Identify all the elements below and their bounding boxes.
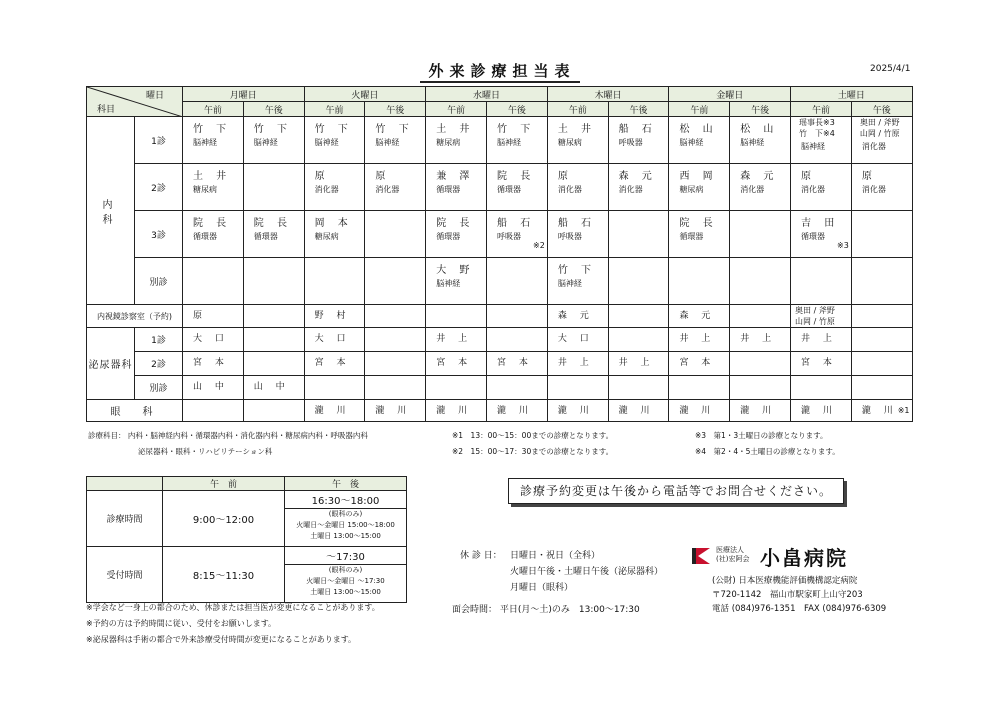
closed-line-1: 日曜日・祝日（全科） xyxy=(510,551,601,561)
schedule-cell xyxy=(487,117,548,164)
schedule-cell xyxy=(365,211,426,258)
doctor-name: 瀧 川 xyxy=(861,406,898,416)
department-name: 糖尿病 xyxy=(436,138,461,147)
dept-ophthalmology: 眼 科 xyxy=(87,400,183,422)
doctor-name: 兼 澤 xyxy=(436,171,475,182)
doctor-name: 原 xyxy=(375,171,391,182)
schedule-cell xyxy=(851,400,912,422)
department-name: 糖尿病 xyxy=(557,138,582,147)
page-title: 外来診療担当表 xyxy=(0,60,1000,81)
am-header: 午前 xyxy=(183,102,244,117)
schedule-cell xyxy=(669,211,730,258)
schedule-cell: 宮 本 xyxy=(669,352,730,376)
doctor-name: 瀧 川 xyxy=(314,406,351,416)
schedule-cell xyxy=(547,211,608,258)
schedule-cell xyxy=(730,376,791,400)
schedule-cell xyxy=(365,305,426,328)
clinic-number: 2診 xyxy=(135,352,183,376)
schedule-cell xyxy=(608,211,669,258)
department-name: 呼吸器 xyxy=(497,232,522,241)
department-name: 呼吸器 xyxy=(618,138,643,147)
schedule-cell xyxy=(365,164,426,211)
department-name: 脳神経 xyxy=(436,279,461,288)
schedule-cell xyxy=(365,352,426,376)
schedule-cell xyxy=(608,258,669,305)
consult-pm-sub2: 火曜日～金曜日 15:00～18:00 xyxy=(296,521,395,529)
footnote-3: ※泌尿器科は手術の都合で外来診療受付時間が変更になることがあります。 xyxy=(86,635,357,644)
schedule-cell xyxy=(547,376,608,400)
schedule-cell xyxy=(851,117,912,164)
schedule-cell: 井 上 xyxy=(547,352,608,376)
schedule-cell xyxy=(426,400,487,422)
department-name: 糖尿病 xyxy=(679,185,704,194)
schedule-cell xyxy=(730,211,791,258)
corner-day-label: 曜日 xyxy=(145,91,164,101)
schedule-cell xyxy=(426,305,487,328)
note-4: ※4 第2・4・5土曜日の診療となります。 xyxy=(695,447,840,456)
schedule-cell xyxy=(426,164,487,211)
doctor-name: 原 xyxy=(861,171,877,182)
schedule-cell xyxy=(183,258,244,305)
doctor-name: 竹 下 xyxy=(557,265,597,276)
hospital-corp2: (社)宏阿会 xyxy=(716,555,750,563)
doctor-name: 瀧 川 xyxy=(679,406,716,416)
schedule-cell xyxy=(243,117,304,164)
department-name: 消化器 xyxy=(314,185,339,194)
footnote-1: ※学会など一身上の都合のため、休診または担当医が変更になることがあります。 xyxy=(86,603,380,612)
am-header: 午前 xyxy=(669,102,730,117)
hospital-phone: 電話 (084)976-1351 FAX (084)976-6309 xyxy=(712,604,887,614)
doctor-name: 吉 田 xyxy=(801,218,840,229)
doctor-name: 院 長 xyxy=(679,218,718,229)
clinic-number: 1診 xyxy=(135,117,183,164)
doctor-name: 竹 下 xyxy=(314,124,353,135)
closed-line-3: 月曜日（眼科） xyxy=(510,583,574,593)
schedule-cell xyxy=(365,117,426,164)
reception-pm-main: ～17:30 xyxy=(326,552,365,563)
schedule-cell xyxy=(791,376,852,400)
schedule-cell: 井 上 xyxy=(791,328,852,352)
schedule-cell xyxy=(487,164,548,211)
doctor-name: 竹 下※4 xyxy=(799,129,835,138)
schedule-cell: 森 元 xyxy=(669,305,730,328)
department-name: 消化器 xyxy=(861,185,886,194)
clinic-number: 2診 xyxy=(135,164,183,211)
schedule-cell xyxy=(487,258,548,305)
doctor-name: 瀧 川 xyxy=(618,406,655,416)
schedule-cell xyxy=(243,164,304,211)
doctor-name: 竹 下 xyxy=(253,124,292,135)
schedule-cell xyxy=(851,376,912,400)
schedule-cell: 原 xyxy=(183,305,244,328)
schedule-cell xyxy=(791,400,852,422)
schedule-cell xyxy=(426,258,487,305)
schedule-cell xyxy=(304,164,365,211)
am-header: 午前 xyxy=(426,102,487,117)
note-2: ※2 15：00～17：30までの診療となります。 xyxy=(452,447,614,456)
schedule-cell xyxy=(851,352,912,376)
department-name: 消化器 xyxy=(375,185,400,194)
schedule-cell xyxy=(547,400,608,422)
day-header: 金曜日 xyxy=(669,87,791,102)
doctor-name: 竹 下 xyxy=(375,124,414,135)
department-name: 循環器 xyxy=(436,232,461,241)
schedule-cell: 宮 本 xyxy=(183,352,244,376)
schedule-cell xyxy=(304,117,365,164)
legend-departments-2: 泌尿器科・眼科・リハビリテーション科 xyxy=(138,447,273,456)
clinic-number: 別診 xyxy=(135,258,183,305)
schedule-cell xyxy=(365,328,426,352)
schedule-cell xyxy=(426,117,487,164)
department-name: 消化器 xyxy=(801,185,826,194)
doctor-name: 森 元 xyxy=(618,171,657,182)
department-name: 脳神経 xyxy=(375,138,400,147)
department-name: 循環器 xyxy=(193,232,217,241)
day-header: 木曜日 xyxy=(547,87,669,102)
schedule-cell xyxy=(791,117,852,164)
schedule-cell: 山 中 xyxy=(183,376,244,400)
doctor-name: 船 石 xyxy=(557,218,597,229)
day-header: 土曜日 xyxy=(791,87,913,102)
doctor-name: 瀧 川 xyxy=(497,406,533,416)
doctor-name: 岡 本 xyxy=(314,218,353,229)
doctor-name: 瀧 川 xyxy=(740,406,777,416)
pm-header: 午後 xyxy=(851,102,912,117)
dept-internal-medicine: 内 科 xyxy=(87,117,135,305)
schedule-cell xyxy=(426,376,487,400)
department-name: 消化器 xyxy=(861,142,886,151)
schedule-cell xyxy=(669,376,730,400)
am-header: 午前 xyxy=(547,102,608,117)
footnote-2: ※予約の方は予約時間に従い、受付をお願いします。 xyxy=(86,619,277,628)
consult-pm-sub1: (眼科のみ) xyxy=(328,510,363,518)
note-1: ※1 13：00～15：00までの診療となります。 xyxy=(452,431,614,440)
schedule-cell: 大 口 xyxy=(547,328,608,352)
pm-header: 午後 xyxy=(608,102,669,117)
schedule-cell xyxy=(851,211,912,258)
department-name: 脳神経 xyxy=(314,138,339,147)
schedule-cell: 井 上 xyxy=(608,352,669,376)
schedule-cell xyxy=(791,305,852,328)
closed-label: 休 診 日： xyxy=(460,551,502,561)
doctor-name: 原 xyxy=(314,171,330,182)
doctor-name: 原 xyxy=(801,171,817,182)
hospital-cert: (公財) 日本医療機能評価機構認定病院 xyxy=(712,576,858,586)
issue-date: 2025/4/1 xyxy=(870,64,911,74)
schedule-cell xyxy=(243,400,304,422)
department-name: 循環器 xyxy=(497,185,522,194)
schedule-cell xyxy=(304,400,365,422)
schedule-cell: 宮 本 xyxy=(487,352,548,376)
consult-pm xyxy=(285,491,407,547)
department-name: 糖尿病 xyxy=(314,232,339,241)
closed-line-2: 火曜日午後・土曜日午後（泌尿器科） xyxy=(510,567,664,577)
schedule-cell: 野 村 xyxy=(304,305,365,328)
doctor-name: 院 長 xyxy=(193,218,232,229)
schedule-cell xyxy=(608,164,669,211)
hospital-corp: 医療法人 xyxy=(716,546,744,554)
schedule-cell: 大 口 xyxy=(183,328,244,352)
department-name: 循環器 xyxy=(253,232,278,241)
schedule-cell xyxy=(730,305,791,328)
am-header: 午前 xyxy=(304,102,365,117)
doctor-name: 松 山 xyxy=(679,124,718,135)
hours-am-header: 午 前 xyxy=(163,477,285,491)
schedule-cell xyxy=(669,400,730,422)
doctor-name: 山岡 / 竹原 xyxy=(795,317,835,326)
doctor-name: 土 井 xyxy=(557,124,597,135)
hours-table xyxy=(86,476,407,603)
schedule-cell xyxy=(183,164,244,211)
reception-pm-sub1: (眼科のみ) xyxy=(328,566,363,574)
schedule-cell: 井 上 xyxy=(426,328,487,352)
schedule-cell: 宮 本 xyxy=(426,352,487,376)
department-name: 脳神経 xyxy=(801,142,826,151)
reservation-notice: 診療予約変更は午後から電話等でお問合せください。 xyxy=(508,478,844,504)
schedule-cell xyxy=(365,376,426,400)
schedule-cell xyxy=(487,305,548,328)
schedule-cell xyxy=(791,258,852,305)
schedule-cell xyxy=(183,400,244,422)
department-name: 循環器 xyxy=(679,232,704,241)
doctor-name: 松 山 xyxy=(740,124,779,135)
doctor-name: 竹 下 xyxy=(193,124,232,135)
doctor-name: 奥田 / 斧野 xyxy=(795,306,835,315)
hospital-address: 〒720-1142 福山市駅家町上山守203 xyxy=(712,590,863,600)
visiting-hours: 面会時間： 平日(月～土)のみ 13:00～17:30 xyxy=(452,605,640,615)
doctor-name: 瑶事長※3 xyxy=(799,118,835,127)
schedule-cell xyxy=(304,211,365,258)
doctor-name: 奥田 / 斧野 xyxy=(859,118,900,127)
pm-header: 午後 xyxy=(730,102,791,117)
clinic-number: 1診 xyxy=(135,328,183,352)
schedule-cell xyxy=(183,117,244,164)
corner-header xyxy=(87,87,183,117)
doctor-name: 船 石 xyxy=(497,218,536,229)
doctor-name: 瀧 川 xyxy=(436,406,473,416)
schedule-table xyxy=(86,86,913,422)
schedule-cell xyxy=(669,258,730,305)
schedule-cell xyxy=(851,258,912,305)
department-name: 脳神経 xyxy=(740,138,765,147)
schedule-cell xyxy=(851,328,912,352)
day-header: 水曜日 xyxy=(426,87,548,102)
department-name: 脳神経 xyxy=(497,138,522,147)
schedule-cell xyxy=(791,164,852,211)
doctor-name: 院 長 xyxy=(436,218,475,229)
clinic-number: 3診 xyxy=(135,211,183,258)
dept-urology: 泌尿器科 xyxy=(87,328,135,400)
doctor-name: 船 石 xyxy=(618,124,657,135)
schedule-cell xyxy=(426,211,487,258)
schedule-cell xyxy=(669,164,730,211)
schedule-cell xyxy=(730,117,791,164)
pm-header: 午後 xyxy=(365,102,426,117)
schedule-cell xyxy=(730,164,791,211)
schedule-cell xyxy=(243,352,304,376)
department-name: 消化器 xyxy=(618,185,643,194)
schedule-cell xyxy=(487,211,548,258)
schedule-cell xyxy=(487,400,548,422)
department-name: 脳神経 xyxy=(557,279,582,288)
schedule-cell: 井 上 xyxy=(669,328,730,352)
schedule-cell: 大 口 xyxy=(304,328,365,352)
hours-pm-header: 午 後 xyxy=(285,477,407,491)
doctor-name: 瀧 川 xyxy=(801,406,837,416)
schedule-cell xyxy=(304,258,365,305)
department-name: 脳神経 xyxy=(193,138,217,147)
schedule-cell xyxy=(608,328,669,352)
schedule-cell xyxy=(183,211,244,258)
doctor-name: 原 xyxy=(557,171,573,182)
am-header: 午前 xyxy=(791,102,852,117)
doctor-name: 瀧 川 xyxy=(557,406,594,416)
legend-departments: 診療科目： 内科・脳神経内科・循環器内科・消化器内科・糖尿病内科・呼吸器内科 xyxy=(88,431,368,440)
reception-pm-sub3: 土曜日 13:00～15:00 xyxy=(310,588,381,596)
consult-am: 9:00～12:00 xyxy=(163,491,285,547)
schedule-cell xyxy=(304,376,365,400)
schedule-cell: 森 元 xyxy=(547,305,608,328)
consult-pm-sub3: 土曜日 13:00～15:00 xyxy=(310,532,381,540)
schedule-cell xyxy=(730,400,791,422)
schedule-cell: 宮 本 xyxy=(304,352,365,376)
hospital-logo-icon xyxy=(690,546,712,566)
schedule-cell: 山 中 xyxy=(243,376,304,400)
schedule-cell xyxy=(608,376,669,400)
schedule-cell xyxy=(547,258,608,305)
reception-label: 受付時間 xyxy=(87,547,163,603)
cell-note: ※1 xyxy=(897,406,910,415)
department-name: 循環器 xyxy=(436,185,461,194)
doctor-name: 西 岡 xyxy=(679,171,718,182)
doctor-name: 院 長 xyxy=(253,218,292,229)
schedule-cell xyxy=(547,117,608,164)
cell-note: ※2 xyxy=(533,241,545,250)
hospital-name: 小畠病院 xyxy=(760,546,848,570)
consult-pm-main: 16:30～18:00 xyxy=(311,496,380,507)
doctor-name: 土 井 xyxy=(436,124,475,135)
schedule-cell: 宮 本 xyxy=(791,352,852,376)
pm-header: 午後 xyxy=(487,102,548,117)
department-name: 循環器 xyxy=(801,232,826,241)
schedule-cell xyxy=(365,258,426,305)
schedule-cell xyxy=(243,328,304,352)
doctor-name: 瀧 川 xyxy=(375,406,412,416)
reception-am: 8:15～11:30 xyxy=(163,547,285,603)
cell-note: ※3 xyxy=(837,241,849,250)
doctor-name: 山岡 / 竹原 xyxy=(859,129,900,138)
department-name: 消化器 xyxy=(740,185,765,194)
schedule-cell xyxy=(608,305,669,328)
schedule-cell xyxy=(487,328,548,352)
schedule-cell xyxy=(791,211,852,258)
doctor-name: 森 元 xyxy=(740,171,779,182)
doctor-name: 大 野 xyxy=(436,265,475,276)
reception-pm-sub2: 火曜日～金曜日 ～17:30 xyxy=(306,577,385,585)
schedule-cell xyxy=(243,305,304,328)
schedule-cell xyxy=(547,164,608,211)
department-name: 脳神経 xyxy=(679,138,704,147)
day-header: 火曜日 xyxy=(304,87,426,102)
dept-endoscopy: 内視鏡診察室（予約) xyxy=(87,305,183,328)
department-name: 糖尿病 xyxy=(193,185,217,194)
day-header: 月曜日 xyxy=(183,87,305,102)
department-name: 脳神経 xyxy=(253,138,278,147)
schedule-cell: 井 上 xyxy=(730,328,791,352)
department-name: 呼吸器 xyxy=(557,232,582,241)
schedule-cell xyxy=(608,400,669,422)
pm-header: 午後 xyxy=(243,102,304,117)
schedule-cell xyxy=(669,117,730,164)
note-3: ※3 第1・3土曜日の診療となります。 xyxy=(695,431,828,440)
department-name: 消化器 xyxy=(557,185,582,194)
consult-label: 診療時間 xyxy=(87,491,163,547)
schedule-cell xyxy=(487,376,548,400)
schedule-cell xyxy=(608,117,669,164)
schedule-cell xyxy=(243,258,304,305)
doctor-name: 土 井 xyxy=(193,171,232,182)
clinic-number: 別診 xyxy=(135,376,183,400)
schedule-cell xyxy=(730,352,791,376)
schedule-cell xyxy=(851,164,912,211)
reception-pm xyxy=(285,547,407,603)
schedule-cell xyxy=(851,305,912,328)
doctor-name: 院 長 xyxy=(497,171,536,182)
schedule-cell xyxy=(243,211,304,258)
schedule-cell xyxy=(730,258,791,305)
corner-subject-label: 科目 xyxy=(97,105,116,115)
schedule-cell xyxy=(365,400,426,422)
doctor-name: 竹 下 xyxy=(497,124,536,135)
